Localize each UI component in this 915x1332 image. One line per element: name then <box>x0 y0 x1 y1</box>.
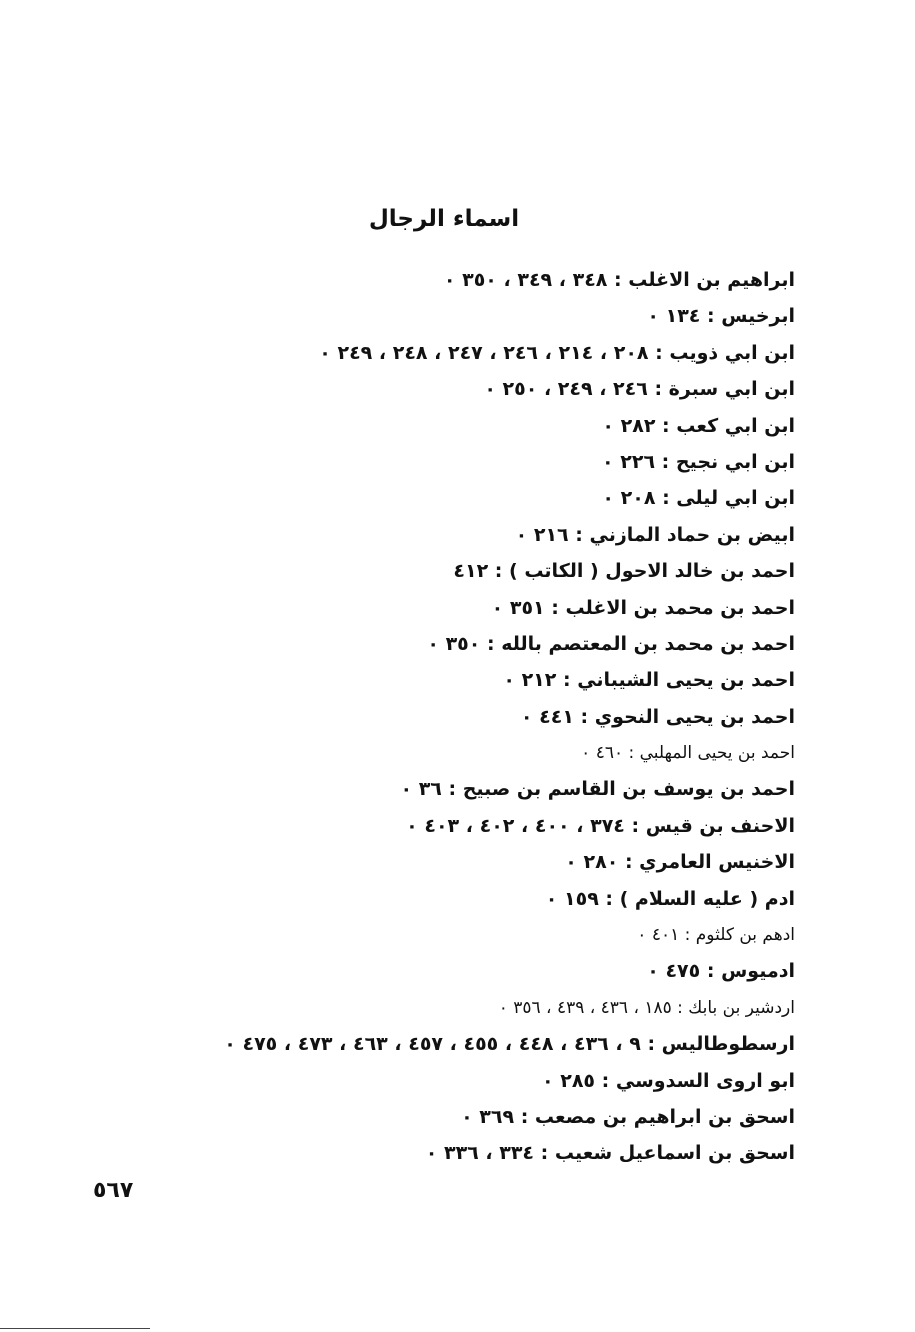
index-entry: اسحق بن ابراهيم بن مصعب : ٣٦٩ ٠ <box>461 1105 795 1128</box>
index-entry: ابن ابي سبرة : ٢٤٦ ، ٢٤٩ ، ٢٥٠ ٠ <box>484 378 795 401</box>
index-entry: ابن ابي ليلى : ٢٠٨ ٠ <box>602 487 795 510</box>
index-entry: الاحنف بن قيس : ٣٧٤ ، ٤٠٠ ، ٤٠٢ ، ٤٠٣ ٠ <box>406 814 795 837</box>
footer-rule <box>0 1328 150 1329</box>
index-entry: ادميوس : ٤٧٥ ٠ <box>647 960 795 983</box>
names-index-list <box>95 262 795 1172</box>
index-entry: ابن ابي ذويب : ٢٠٨ ، ٢١٤ ، ٢٤٦ ، ٢٤٧ ، ٢٤٨ ، ٢٤٩ ٠ <box>319 341 795 364</box>
index-entry: ابن ابي نجيح : ٢٢٦ ٠ <box>602 450 795 473</box>
index-entry: احمد بن يحيى النحوي : ٤٤١ ٠ <box>520 705 795 728</box>
index-entry: ارسطوطاليس : ٩ ، ٤٣٦ ، ٤٤٨ ، ٤٥٥ ، ٤٥٧ ، ٤٦٣ ، ٤٧٣ ، ٤٧٥ ٠ <box>224 1033 795 1056</box>
page-number: ٥٦٧ <box>93 1178 134 1203</box>
index-entry: احمد بن يحيى المهلبي : ٤٦٠ ٠ <box>581 743 795 764</box>
index-entry: اردشير بن بابك : ١٨٥ ، ٤٣٦ ، ٤٣٩ ، ٣٥٦ ٠ <box>498 997 795 1018</box>
index-entry: احمد بن يوسف بن القاسم بن صبيح : ٣٦ ٠ <box>400 778 795 801</box>
index-entry: ابراهيم بن الاغلب : ٣٤٨ ، ٣٤٩ ، ٣٥٠ ٠ <box>443 269 795 291</box>
page-title: اسماء الرجال <box>368 206 520 232</box>
index-entry: الاخنيس العامري : ٢٨٠ ٠ <box>565 851 795 874</box>
index-entry: ابو اروى السدوسي : ٢٨٥ ٠ <box>542 1069 795 1092</box>
index-entry: ابن ابي كعب : ٢٨٢ ٠ <box>602 414 795 437</box>
index-entry: ابيض بن حماد المازني : ٢١٦ ٠ <box>515 523 795 546</box>
index-entry: احمد بن يحيى الشيباني : ٢١٢ ٠ <box>503 669 795 692</box>
index-entry: احمد بن محمد بن المعتصم بالله : ٣٥٠ ٠ <box>427 632 795 655</box>
index-entry: احمد بن خالد الاحول ( الكاتب ) : ٤١٢ <box>453 560 795 583</box>
index-entry: اسحق بن اسماعيل شعيب : ٣٣٤ ، ٣٣٦ ٠ <box>425 1142 795 1165</box>
index-entry: ابرخيس : ١٣٤ ٠ <box>647 305 795 328</box>
index-entry: ادهم بن كلثوم : ٤٠١ ٠ <box>637 925 795 946</box>
index-entry: احمد بن محمد بن الاغلب : ٣٥١ ٠ <box>491 596 795 619</box>
index-entry: ادم ( عليه السلام ) : ١٥٩ ٠ <box>545 887 795 910</box>
